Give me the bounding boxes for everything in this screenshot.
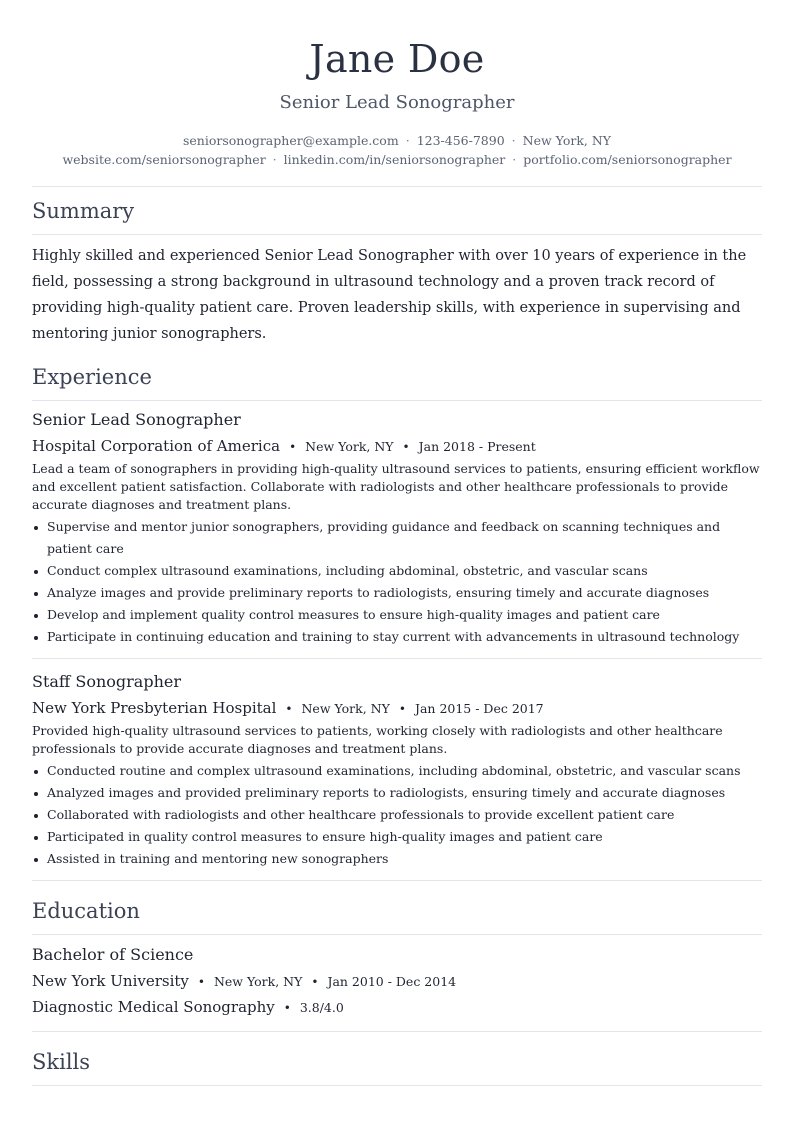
summary-text: Highly skilled and experienced Senior Lead Sonographer with over 10 years of experience in the field, possessing a strong background in ultrasound technology and a proven track record of providing high-quality patient care. Proven leadership skills, with experience in supervising and mentoring junior sonographers. [32, 248, 747, 342]
linkedin-link[interactable]: linkedin.com/in/seniorsonographer [283, 152, 506, 167]
divider [32, 234, 762, 235]
job-title: Senior Lead Sonographer [32, 410, 241, 429]
separator: • [283, 1001, 291, 1015]
summary-heading: Summary [32, 199, 135, 223]
job-entry [32, 409, 762, 648]
candidate-name: Jane Doe [309, 37, 485, 81]
job-bullets [32, 760, 762, 870]
divider [32, 186, 762, 187]
education-meta [32, 970, 762, 993]
email-link[interactable]: seniorsonographer@example.com [182, 133, 399, 148]
education-entry [32, 944, 762, 1019]
candidate-title: Senior Lead Sonographer [279, 92, 515, 113]
list-item: Supervise and mentor junior sonographers, providing guidance and feedback on scanning techniques and patient care [32, 516, 762, 560]
job-description: Provided high-quality ultrasound services to patients, working closely with radiologists and other healthcare professionals to provide accurate diagnoses and treatment plans. [32, 723, 723, 756]
separator: · [511, 133, 516, 148]
contact-line-1 [32, 131, 762, 150]
job-title: Staff Sonographer [32, 672, 182, 691]
separator: • [289, 440, 297, 454]
separator: • [197, 975, 205, 989]
field-of-study: Diagnostic Medical Sonography [32, 998, 275, 1016]
divider [32, 400, 762, 401]
school-name: New York University [32, 972, 189, 990]
job-company: New York Presbyterian Hospital [32, 699, 277, 717]
website-link[interactable]: website.com/seniorsonographer [62, 152, 266, 167]
gpa-text: 3.8/4.0 [299, 1000, 344, 1015]
divider [32, 1031, 762, 1032]
separator: · [512, 152, 517, 167]
job-company: Hospital Corporation of America [32, 437, 281, 455]
job-dates: Jan 2018 - Present [418, 439, 536, 454]
experience-heading: Experience [32, 365, 152, 389]
job-location: New York, NY [305, 439, 394, 454]
separator: • [398, 702, 406, 716]
list-item: Analyzed images and provided preliminary reports to radiologists, ensuring timely and accurate diagnoses [32, 782, 762, 804]
education-dates: Jan 2010 - Dec 2014 [327, 974, 457, 989]
list-item: Participate in continuing education and training to stay current with advancements in ultrasound technology [32, 626, 762, 648]
contact-line-2 [32, 150, 762, 169]
skills-heading: Skills [32, 1050, 91, 1074]
job-entry [32, 671, 762, 870]
location-text: New York, NY [522, 133, 612, 148]
education-field-line [32, 996, 762, 1019]
separator: • [402, 440, 410, 454]
list-item: Conducted routine and complex ultrasound examinations, including abdominal, obstetric, and vascular scans [32, 760, 762, 782]
separator: · [405, 133, 410, 148]
divider [32, 658, 762, 659]
job-description: Lead a team of sonographers in providing high-quality ultrasound services to patients, ensuring efficient workflow and excellent patient satisfaction. Collaborate with radiologists and other healthcare professionals to provide accurate diagnoses and treatment plans. [32, 461, 760, 512]
separator: · [272, 152, 277, 167]
divider [32, 880, 762, 881]
divider [32, 934, 762, 935]
list-item: Analyze images and provide preliminary reports to radiologists, ensuring timely and accurate diagnoses [32, 582, 762, 604]
list-item: Conduct complex ultrasound examinations, including abdominal, obstetric, and vascular scans [32, 560, 762, 582]
job-meta [32, 435, 762, 458]
education-heading: Education [32, 899, 140, 923]
list-item: Assisted in training and mentoring new sonographers [32, 848, 762, 870]
job-location: New York, NY [301, 701, 390, 716]
job-meta [32, 697, 762, 720]
list-item: Develop and implement quality control measures to ensure high-quality images and patient care [32, 604, 762, 626]
separator: • [311, 975, 319, 989]
degree-title: Bachelor of Science [32, 945, 194, 964]
separator: • [285, 702, 293, 716]
list-item: Collaborated with radiologists and other healthcare professionals to provide excellent patient care [32, 804, 762, 826]
portfolio-link[interactable]: portfolio.com/seniorsonographer [523, 152, 732, 167]
job-dates: Jan 2015 - Dec 2017 [414, 701, 544, 716]
phone-text: 123-456-7890 [416, 133, 505, 148]
list-item: Participated in quality control measures to ensure high-quality images and patient care [32, 826, 762, 848]
school-location: New York, NY [213, 974, 303, 989]
job-bullets [32, 516, 762, 648]
divider [32, 1085, 762, 1086]
